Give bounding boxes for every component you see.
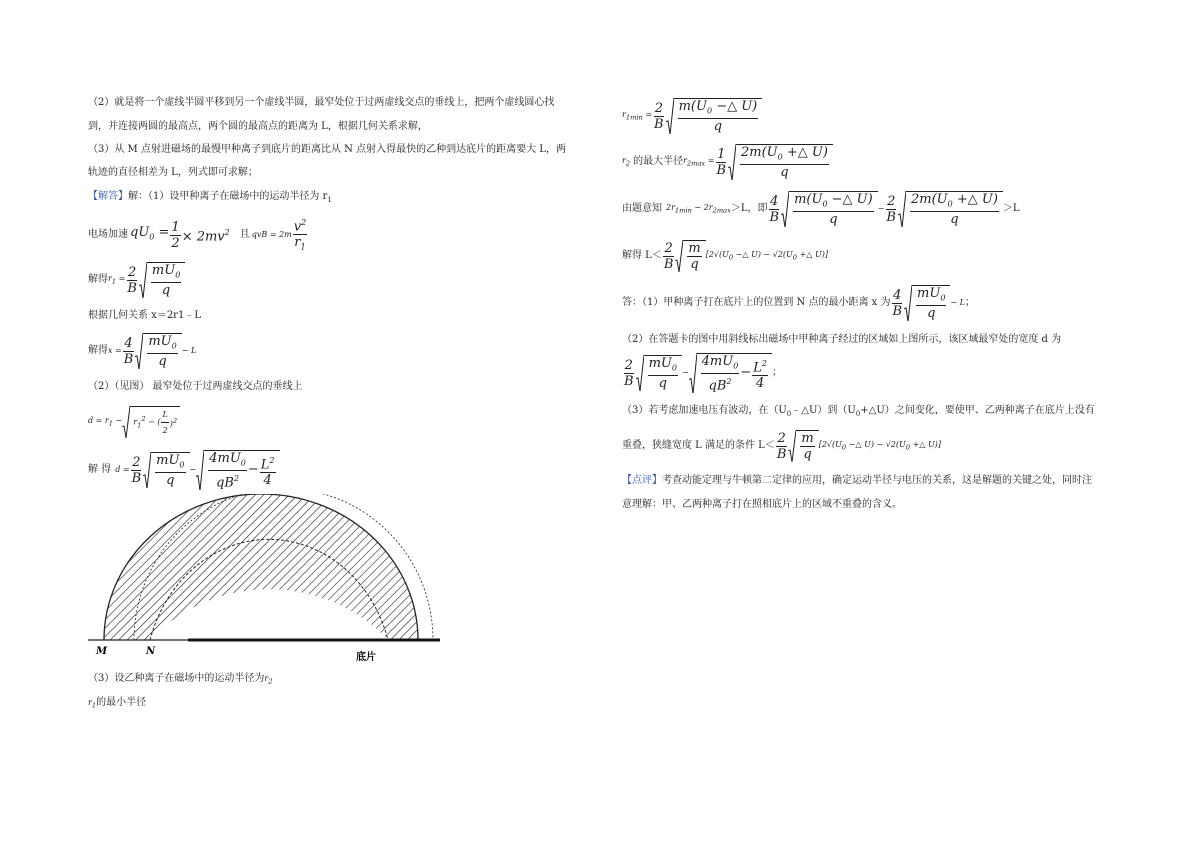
answer-text: 解：（1）设甲种离子在磁场中的运动半径为 r xyxy=(128,191,328,202)
part2-see-figure: （2）（见图） 最窄处位于过两虚线交点的垂线上 xyxy=(88,381,303,392)
comment-line-1 xyxy=(622,474,1092,488)
label-M: M xyxy=(96,646,108,657)
comment-line-2: 意理解：甲、乙两种离子打在照相底片上的区域不重叠的含义。 xyxy=(622,499,902,510)
answer-line: 【解答】解：（1）设甲种离子在磁场中的运动半径为 $r_1$ xyxy=(88,191,332,204)
answer-3d: 重叠，狭缝宽度 L 满足的条件 L＜ xyxy=(622,440,775,451)
equation-acceleration: 电场加速 $qU_0$ = $\frac{1}{2}$ × $2mv^2$ 且 qvB = 2m $\frac{v^2}{r_1}$ xyxy=(88,213,308,257)
min-radius-line: $r_1$的最小半径 xyxy=(88,697,147,710)
comment-text-1: 考查动能定理与牛顿第二定律的应用，确定运动半径与电压的关系，这是解题的关键之处，同时注 xyxy=(662,475,1092,486)
answer-3-line-1: （3）若考虑加速电压有波动，在$(U_0﹣\triangle U)$到$(U_0+\triangle U)$之间变化，要使甲、乙两种离子在底片上没有 xyxy=(622,405,1095,418)
geometry-relation: 根据几何关系 x＝2r1﹣L xyxy=(88,310,201,321)
answer-tag: 【解答】 xyxy=(88,191,128,202)
equation-x: 解得 x = $\frac{4}{B}$ $\frac{mU_0}{q}$ − L xyxy=(88,333,197,370)
label-N: N xyxy=(146,646,156,657)
part3-set-text: （3）设乙种离子在磁场中的运动半径为 xyxy=(88,673,265,684)
paragraph-line-4: 轨迹的直径相差为 L，列式即可求解； xyxy=(88,167,258,178)
paragraph-line-3: （3）从 M 点射进磁场的最慢甲种离子到底片的距离比从 N 点射入得最快的乙种到达底片的距离要大 L，两 xyxy=(88,144,566,155)
hatched-region xyxy=(104,494,418,640)
equation-d-solved: 解 得 d = $\frac{2}{B}$ $\frac{mU_0}{q}$ − $\frac{4mU_0}{qB^2}$ − $\frac{L^2}{4}$ xyxy=(88,446,280,494)
equation-d-general: $d = r_1$ − $r_1^2$ − ( $\frac{L}{2}$ )$^2$ xyxy=(88,400,180,444)
answer-1: 答：（1）甲种离子打在底片上的位置到 N 点的最小距离 x 为 $\frac{4}{B}$ $\frac{mU_0}{q}$ − L ； xyxy=(622,285,975,322)
and-label: 且 xyxy=(239,229,250,240)
given-label: 由题意知 xyxy=(622,203,662,214)
equation-r2max: $r_2$ 的最大半径 $r_{2max}$ = $\frac{1}{B}$ $\frac{2m(U_0 +\triangle U)}{q}$ xyxy=(622,140,833,184)
answer-3a: （3）若考虑加速电压有波动，在（U xyxy=(622,405,787,416)
min-radius-text: 的最小半径 xyxy=(96,697,147,708)
equation-r1min: $r_{1min}$ = $\frac{2}{B}$ $\frac{m(U_0 -\triangle U)}{q}$ xyxy=(622,94,762,138)
equation-solve-L: 解得 L＜ $\frac{2}{B}$ $\frac{m}{q}$ [$2√(U_0$ −△ $U) - √2(U_0$ +△ U)] xyxy=(622,240,828,272)
answer-3-line-2: 重叠，狭缝宽度 L 满足的条件 L＜ $\frac{2}{B}$ $\frac{m}{q}$ [$2√(U_0$ −△ $U) - √2(U_0$ +△ U)] xyxy=(622,430,941,462)
accel-label: 电场加速 xyxy=(88,229,128,240)
part3-set: （3）设乙种离子在磁场中的运动半径为$r_2$ xyxy=(88,673,273,686)
magnetic-field-figure xyxy=(86,494,446,664)
answer-1-text: 答：（1）甲种离子打在底片上的位置到 N 点的最小距离 x 为 xyxy=(622,297,891,308)
label-plate: 底片 xyxy=(356,652,376,663)
answer-2-text: （2）在答题卡的图中用斜线标出磁场中甲种离子经过的区域如上图所示，该区域最窄处的宽度 d 为 xyxy=(622,334,1062,345)
solve2-label: 解得 xyxy=(88,345,108,356)
equation-condition: 由题意知 $2r_{1min} - 2r_{2max}$ ＞L，即 $\frac{4}{B}$ $\frac{m(U_0 -\triangle U)}{q}$ − $\frac{2}{B}$ $\frac{2m(U_0 +\triangle U)}{q}$ ＞L xyxy=(622,191,1020,228)
paragraph-line-1: （2）就是将一个虚线半圆平移到另一个虚线半圆，最窄处位于过两虚线交点的垂线上，把两个虚线圆心找 xyxy=(88,97,555,108)
solve-label: 解得 L＜ xyxy=(622,250,662,261)
solve1-label: 解得 xyxy=(88,274,108,285)
max-radius-label: 的最大半径 xyxy=(633,156,684,167)
equation-r1: 解得 $r_1$ = $\frac{2}{B}$ $\frac{mU_0}{q}$ xyxy=(88,257,185,303)
given-mid: ＞L，即 xyxy=(730,203,768,214)
solve3-label: 解 得 xyxy=(88,464,112,475)
answer-3c: +△U）之间变化，要使甲、乙两种离子在底片上没有 xyxy=(860,405,1095,416)
comment-tag: 【点评】 xyxy=(622,475,662,486)
answer-3b: ﹣△U）到（U xyxy=(791,405,856,416)
paragraph-line-2: 到，并连接两圆的最高点，两个圆的最高点的距离为 L，根据几何关系求解， xyxy=(88,121,428,132)
answer-2-formula: $\frac{2}{B}$ $\frac{mU_0}{q}$ − $\frac{4mU_0}{qB^2}$ − $\frac{L^2}{4}$ ； xyxy=(624,353,782,394)
